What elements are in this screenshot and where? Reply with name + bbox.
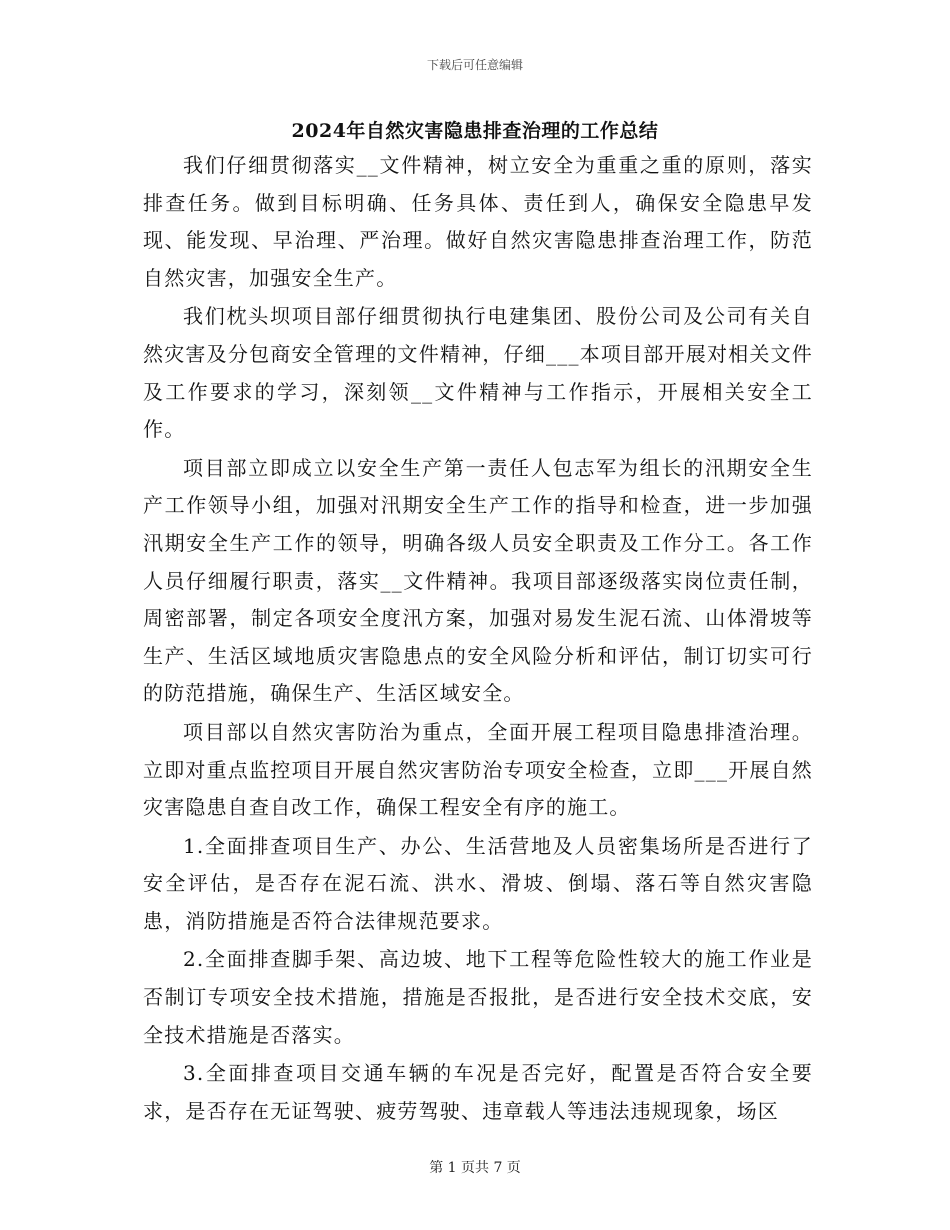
page-number: 第 1 页共 7 页 [429, 1160, 521, 1176]
document-body [143, 147, 813, 1131]
list-item: 1.全面排查项目生产、办公、生活营地及人员密集场所是否进行了安全评估，是否存在泥石流、洪水、滑坡、倒塌、落石等自然灾害隐患，消防措施是否符合法律规范要求。 [143, 833, 813, 933]
paragraph: 我们枕头坝项目部仔细贯彻执行电建集团、股份公司及公司有关自然灾害及分包商安全管理的文件精神，仔细___本项目部开展对相关文件及工作要求的学习，深刻领__文件精神与工作指示，开展相关安全工作。 [143, 304, 813, 442]
list-item: 3.全面排查项目交通车辆的车况是否完好，配置是否符合安全要求，是否存在无证驾驶、疲劳驾驶、违章载人等违法违规现象，场区 [143, 1061, 813, 1123]
paragraph: 我们仔细贯彻落实__文件精神，树立安全为重重之重的原则，落实排查任务。做到目标明确、任务具体、责任到人，确保安全隐患早发现、能发现、早治理、严治理。做好自然灾害隐患排查治理工作，防范自然灾害，加强安全生产。 [143, 153, 813, 290]
paragraph: 项目部立即成立以安全生产第一责任人包志军为组长的汛期安全生产工作领导小组，加强对汛期安全生产工作的指导和检查，进一步加强汛期安全生产工作的领导，明确各级人员安全职责及工作分工。各工作人员仔细履行职责，落实__文件精神。我项目部逐级落实岗位责任制，周密部署，制定各项安全度汛方案，加强对易发生泥石流、山体滑坡等生产、生活区域地质灾害隐患点的安全风险分析和评估，制订切实可行的防范措施，确保生产、生活区域安全。 [143, 455, 813, 706]
document-title: 2024年自然灾害隐患排查治理的工作总结 [291, 120, 659, 142]
paragraph: 项目部以自然灾害防治为重点，全面开展工程项目隐患排渣治理。立即对重点监控项目开展自然灾害防治专项安全检查，立即___开展自然灾害隐患自查自改工作，确保工程安全有序的施工。 [143, 719, 813, 820]
header-note: 下载后可任意编辑 [426, 58, 523, 72]
list-item: 2.全面排查脚手架、高边坡、地下工程等危险性较大的施工作业是否制订专项安全技术措施，措施是否报批，是否进行安全技术交底，安全技术措施是否落实。 [143, 947, 813, 1047]
